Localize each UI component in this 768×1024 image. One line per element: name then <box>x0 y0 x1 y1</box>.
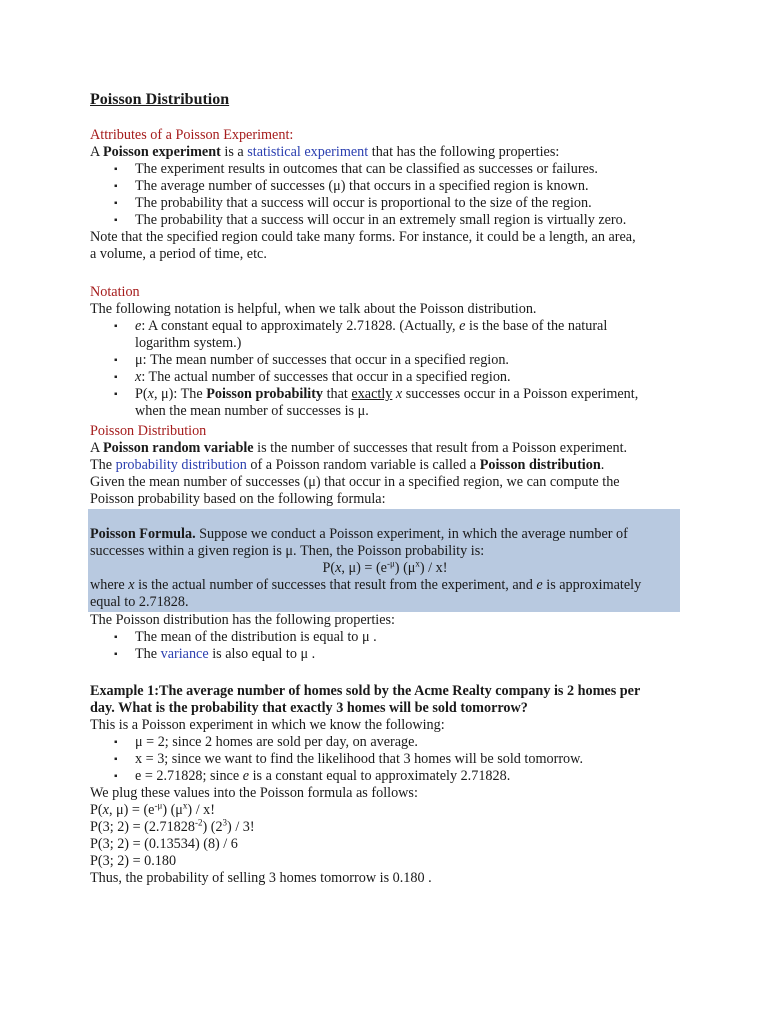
list-item: ▪ μ = 2; since 2 homes are sold per day, on average. <box>90 734 680 751</box>
text: that <box>323 386 352 402</box>
list-item: ▪ The experiment results in outcomes that can be classified as successes or failures. <box>90 161 680 178</box>
exponent: x <box>182 800 188 811</box>
statistical-experiment-link[interactable]: statistical experiment <box>247 144 369 160</box>
symbol: e <box>135 318 142 334</box>
example-section <box>90 683 680 887</box>
variance-link[interactable]: variance <box>160 646 209 662</box>
text: successes occur in a Poisson experiment, <box>402 386 639 402</box>
solution-step: P(3; 2) = (0.13534) (8) / 6 <box>90 836 238 852</box>
text: that has the following properties: <box>368 144 560 160</box>
text: ) (μ <box>394 560 416 576</box>
symbol: x <box>147 386 154 402</box>
list-item <box>90 318 680 352</box>
text: The <box>135 646 161 662</box>
properties-section <box>90 612 680 663</box>
text: , μ): The <box>153 386 207 402</box>
attributes-note: Note that the specified region could take many forms. For instance, it could be a length, an area, <box>90 229 636 245</box>
symbol: e <box>242 768 250 784</box>
distribution-line: Given the mean number of successes (μ) that occur in a specified region, we can compute the <box>90 474 620 490</box>
distribution-line <box>90 457 680 474</box>
properties-list <box>90 629 680 663</box>
example-label: Example 1 <box>90 683 155 699</box>
text: : The actual number of successes that occur in a specified region. <box>141 369 511 385</box>
example-list <box>90 734 680 785</box>
list-item: ▪ x = 3; since we want to find the likelihood that 3 homes will be sold tomorrow. <box>90 751 680 768</box>
list-item <box>90 646 680 663</box>
exponent: 3 <box>222 817 228 828</box>
distribution-heading: Poisson Distribution <box>90 423 207 439</box>
exponent: -2 <box>194 817 203 828</box>
text: ) / 3! <box>227 819 255 835</box>
exponent: x <box>415 558 420 569</box>
example-question-cont <box>90 700 680 717</box>
list-item <box>90 386 680 420</box>
poisson-formula <box>90 560 680 577</box>
list-item: ▪ The average number of successes (μ) that occurs in a specified region is known. <box>90 178 680 195</box>
term-poisson-distribution: Poisson distribution <box>479 457 601 473</box>
text: ) (μ <box>162 802 183 818</box>
properties-intro: The Poisson distribution has the following properties: <box>90 612 396 628</box>
text: ) / x! <box>419 560 448 576</box>
formula-intro-cont: successes within a given region is μ. Then, the Poisson probability is: <box>90 543 485 559</box>
example-conclusion: Thus, the probability of selling 3 homes tomorrow is 0.180 . <box>90 870 432 886</box>
attributes-section <box>90 127 680 263</box>
solution-step <box>90 802 680 819</box>
text: is the number of successes that result from a Poisson experiment. <box>253 440 628 456</box>
list-item: ▪ μ: The mean number of successes that occur in a specified region. <box>90 352 680 369</box>
symbol: e <box>536 577 543 593</box>
list-item: ▪ The probability that a success will occur in an extremely small region is virtually zero. <box>90 212 680 229</box>
term-poisson-probability: Poisson probability <box>206 386 324 402</box>
attributes-note-cont: a volume, a period of time, etc. <box>90 246 267 262</box>
text: exactly <box>351 386 393 402</box>
notation-heading: Notation <box>90 284 140 300</box>
text: of a Poisson random variable is called a <box>246 457 480 473</box>
text: P(3; 2) = (2.71828 <box>90 819 195 835</box>
example-intro: This is a Poisson experiment in which we know the following: <box>90 717 445 733</box>
list-item: ▪ The mean of the distribution is equal to μ . <box>90 629 680 646</box>
term-poisson-random-variable: Poisson random variable <box>103 440 254 456</box>
symbol: x <box>335 560 342 576</box>
text: P( <box>135 386 148 402</box>
formula-where-cont: equal to 2.71828. <box>90 594 189 610</box>
text: is the actual number of successes that result from the experiment, and <box>134 577 537 593</box>
page-title: Poisson Distribution <box>90 91 230 108</box>
text: e = 2.71828; since <box>135 768 243 784</box>
notation-list <box>90 318 680 420</box>
exponent: -μ <box>386 558 395 569</box>
text: is the base of the natural <box>465 318 608 334</box>
exponent: -μ <box>154 800 163 811</box>
text: A <box>90 440 104 456</box>
list-item <box>90 768 680 785</box>
formula-box <box>90 526 680 611</box>
text: is approximately <box>542 577 642 593</box>
distribution-line <box>90 440 680 457</box>
text: P( <box>90 802 103 818</box>
text: : A constant equal to approximately 2.71828. (Actually, <box>141 318 460 334</box>
attributes-list <box>90 161 680 229</box>
symbol: x <box>395 386 403 402</box>
probability-distribution-link[interactable]: probability distribution <box>115 457 247 473</box>
term-poisson-experiment: Poisson experiment <box>103 144 221 160</box>
list-item: ▪ The probability that a success will occur is proportional to the size of the region. <box>90 195 680 212</box>
text: logarithm system.) <box>135 335 242 351</box>
text: is a <box>220 144 248 160</box>
distribution-section <box>90 423 680 508</box>
formula-intro <box>90 526 680 543</box>
text: A <box>90 144 104 160</box>
symbol: x <box>135 369 142 385</box>
solution-step: P(3; 2) = 0.180 <box>90 853 177 869</box>
distribution-line: Poisson probability based on the following formula: <box>90 491 386 507</box>
text: P( <box>322 560 336 576</box>
text: ) (2 <box>202 819 223 835</box>
text: where <box>90 577 129 593</box>
formula-where <box>90 577 680 594</box>
text: :The average number of homes sold by the Acme Realty company is 2 homes per <box>154 683 641 699</box>
text: ) / x! <box>187 802 216 818</box>
attributes-heading: Attributes of a Poisson Experiment: <box>90 127 294 143</box>
example-plug: We plug these values into the Poisson formula as follows: <box>90 785 418 801</box>
symbol: e <box>459 318 466 334</box>
text: . <box>600 457 605 473</box>
formula-label: Poisson Formula. <box>90 526 196 542</box>
text: The <box>90 457 116 473</box>
symbol: x <box>102 802 109 818</box>
example-question <box>90 683 680 700</box>
solution-step <box>90 819 680 836</box>
notation-section <box>90 284 680 420</box>
text: , μ) = (e <box>108 802 155 818</box>
text: is a constant equal to approximately 2.71828. <box>249 768 511 784</box>
text: Suppose we conduct a Poisson experiment, in which the average number of <box>195 526 628 542</box>
text: is also equal to μ . <box>208 646 316 662</box>
notation-intro: The following notation is helpful, when we talk about the Poisson distribution. <box>90 301 537 317</box>
text: when the mean number of successes is μ. <box>135 403 369 419</box>
text: , μ) = (e <box>341 560 387 576</box>
symbol: x <box>128 577 135 593</box>
list-item <box>90 369 680 386</box>
text: day. What is the probability that exactly 3 homes will be sold tomorrow? <box>90 700 528 716</box>
attributes-intro <box>90 144 680 161</box>
